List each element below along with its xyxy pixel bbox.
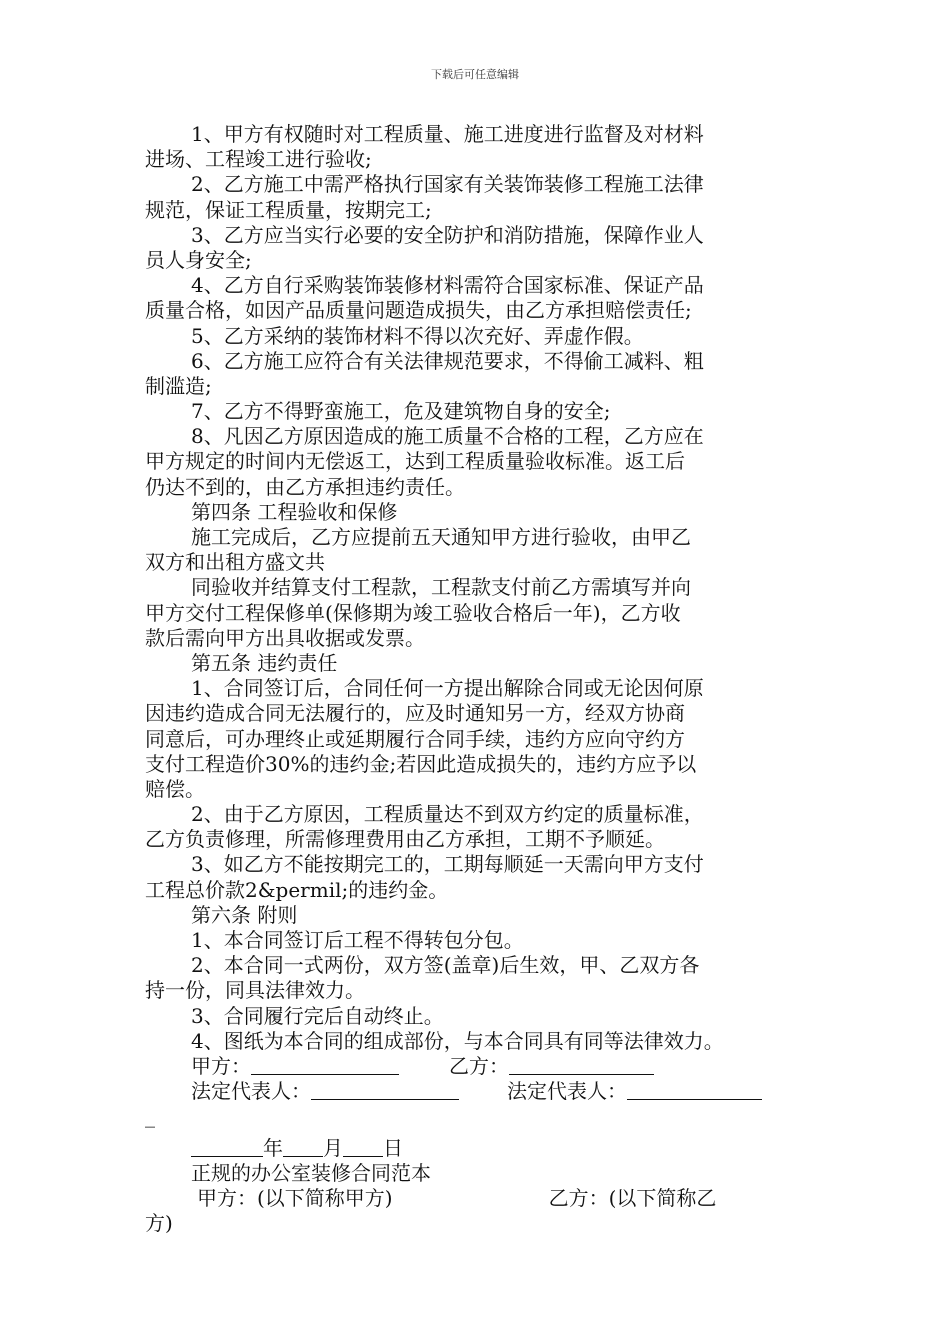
document-title: 正规的办公室装修合同范本: [191, 1160, 431, 1185]
clause-line: 工程总价款2&permil;的违约金。: [145, 877, 449, 902]
clause-line: 进场、工程竣工进行验收;: [145, 147, 372, 172]
month-label: 月: [323, 1135, 343, 1160]
section-heading: 第四条 工程验收和保修: [191, 499, 398, 524]
clause-line: 制滥造;: [145, 373, 212, 398]
clause-line: 1、甲方有权随时对工程质量、施工进度进行监督及对材料: [191, 122, 704, 146]
section-heading: 第六条 附则: [191, 902, 298, 927]
clause-line: 2、由于乙方原因，工程质量达不到双方约定的质量标准，: [191, 802, 704, 827]
clause-line: 支付工程造价30%的违约金;若因此造成损失的，违约方应予以: [145, 751, 697, 776]
clause-line: 3、乙方应当实行必要的安全防护和消防措施，保障作业人: [191, 222, 704, 247]
intro-row: [145, 1186, 815, 1211]
clause-line: 双方和出租方盛文共: [145, 550, 325, 575]
intro-party-b: 乙方：(以下简称乙: [548, 1185, 717, 1210]
clause-line: 4、图纸为本合同的组成部份，与本合同具有同等法律效力。: [191, 1028, 724, 1053]
clause-line: 施工完成后，乙方应提前五天通知甲方进行验收，由甲乙: [191, 525, 691, 549]
rep-b-blank: [627, 1081, 762, 1100]
clause-line: 款后需向甲方出具收据或发票。: [145, 625, 425, 650]
clause-line: 因违约造成合同无法履行的，应及时通知另一方，经双方协商: [145, 701, 685, 726]
year-label: 年: [263, 1135, 283, 1160]
page-header-note: 下载后可任意编辑: [431, 68, 519, 81]
signature-party-row: [145, 1054, 815, 1079]
party-a-blank: [251, 1056, 399, 1075]
rep-a-blank: [311, 1081, 459, 1100]
clause-line: 同验收并结算支付工程款，工程款支付前乙方需填写并向: [191, 575, 691, 600]
clause-line: 2、本合同一式两份，双方签(盖章)后生效，甲、乙双方各: [191, 953, 700, 978]
day-blank: [343, 1138, 383, 1157]
party-a-label: 甲方：: [191, 1053, 251, 1078]
year-blank: [191, 1138, 263, 1157]
clause-line: 乙方负责修理，所需修理费用由乙方承担，工期不予顺延。: [145, 827, 665, 852]
clause-line: 3、合同履行完后自动终止。: [191, 1003, 444, 1028]
party-b-label: 乙方：: [449, 1053, 509, 1078]
clause-line: 5、乙方采纳的装饰材料不得以次充好、弄虚作假。: [191, 323, 644, 348]
intro-end: 方): [145, 1211, 173, 1236]
clause-line: 7、乙方不得野蛮施工，危及建筑物自身的安全;: [191, 399, 611, 424]
clause-line: 甲方规定的时间内无偿返工，达到工程质量验收标准。返工后: [145, 449, 685, 474]
day-label: 日: [383, 1135, 403, 1160]
clause-line: 赔偿。: [145, 776, 205, 801]
clause-line: 员人身安全;: [145, 247, 252, 272]
signature-trail: _: [145, 1104, 155, 1129]
clause-line: 1、本合同签订后工程不得转包分包。: [191, 928, 524, 952]
clause-line: 4、乙方自行采购装饰装修材料需符合国家标准、保证产品: [191, 273, 704, 298]
clause-line: 2、乙方施工中需严格执行国家有关装饰装修工程施工法律: [191, 172, 704, 197]
rep-a-label: 法定代表人：: [191, 1079, 311, 1104]
month-blank: [283, 1138, 323, 1157]
party-b-blank: [509, 1056, 654, 1075]
document-body: [145, 122, 815, 1236]
clause-line: 仍达不到的，由乙方承担违约责任。: [145, 474, 465, 499]
clause-line: 1、合同签订后，合同任何一方提出解除合同或无论因何原: [191, 676, 704, 701]
clause-line: 同意后，可办理终止或延期履行合同手续，违约方应向守约方: [145, 726, 685, 751]
clause-line: 3、如乙方不能按期完工的，工期每顺延一天需向甲方支付: [191, 852, 704, 877]
clause-line: 甲方交付工程保修单(保修期为竣工验收合格后一年)，乙方收: [145, 600, 681, 625]
signature-rep-row: [145, 1079, 815, 1104]
clause-line: 8、凡因乙方原因造成的施工质量不合格的工程，乙方应在: [191, 424, 704, 449]
section-heading: 第五条 违约责任: [191, 650, 338, 675]
clause-line: 质量合格，如因产品质量问题造成损失，由乙方承担赔偿责任;: [145, 298, 692, 323]
date-row: [145, 1136, 815, 1161]
intro-party-a: 甲方：(以下简称甲方): [197, 1185, 393, 1210]
clause-line: 6、乙方施工应符合有关法律规范要求，不得偷工减料、粗: [191, 348, 704, 373]
rep-b-label: 法定代表人：: [507, 1079, 627, 1104]
clause-line: 持一份，同具法律效力。: [145, 978, 365, 1003]
clause-line: 规范，保证工程质量，按期完工;: [145, 197, 432, 222]
